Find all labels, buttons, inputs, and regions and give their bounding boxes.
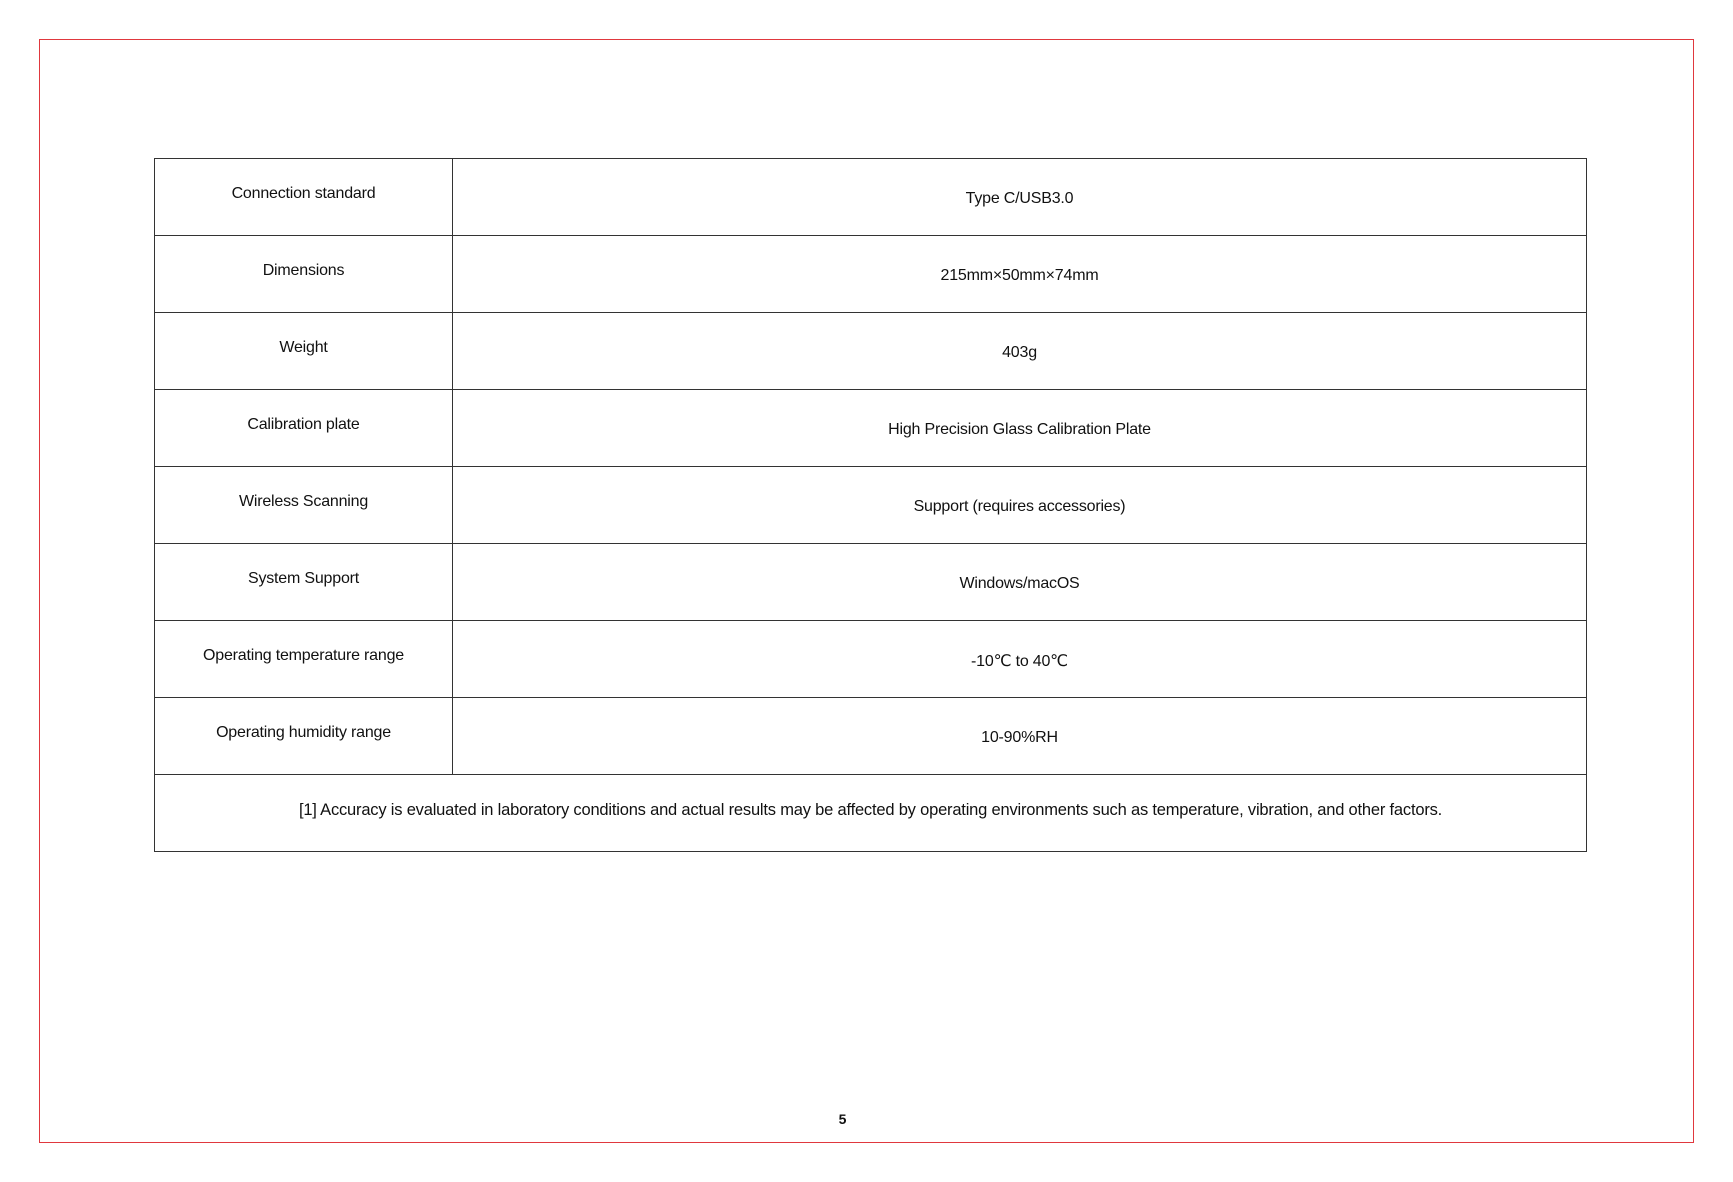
table-row [155, 159, 1587, 236]
spec-value: 10-90%RH [453, 698, 1587, 775]
spec-value: -10℃ to 40℃ [453, 621, 1587, 698]
spec-table [154, 158, 1587, 852]
spec-label: Operating humidity range [155, 698, 453, 775]
page-number: 5 [838, 1111, 847, 1127]
table-row [155, 467, 1587, 544]
spec-value: Type C/USB3.0 [453, 159, 1587, 236]
spec-label: Dimensions [155, 236, 453, 313]
spec-label: Weight [155, 313, 453, 390]
table-row [155, 621, 1587, 698]
spec-value: Windows/macOS [453, 544, 1587, 621]
spec-value: 403g [453, 313, 1587, 390]
spec-label: Operating temperature range [155, 621, 453, 698]
spec-label: Connection standard [155, 159, 453, 236]
footnote-row [155, 775, 1587, 852]
table-row [155, 313, 1587, 390]
spec-label: Calibration plate [155, 390, 453, 467]
table-row [155, 698, 1587, 775]
spec-value: Support (requires accessories) [453, 467, 1587, 544]
footnote-text: [1] Accuracy is evaluated in laboratory conditions and actual results may be affected by operating environments such as temperature, vibration, and other factors. [155, 775, 1587, 852]
table-row [155, 236, 1587, 313]
spec-value: 215mm×50mm×74mm [453, 236, 1587, 313]
table-row [155, 390, 1587, 467]
spec-label: System Support [155, 544, 453, 621]
spec-value: High Precision Glass Calibration Plate [453, 390, 1587, 467]
table-row [155, 544, 1587, 621]
spec-label: Wireless Scanning [155, 467, 453, 544]
